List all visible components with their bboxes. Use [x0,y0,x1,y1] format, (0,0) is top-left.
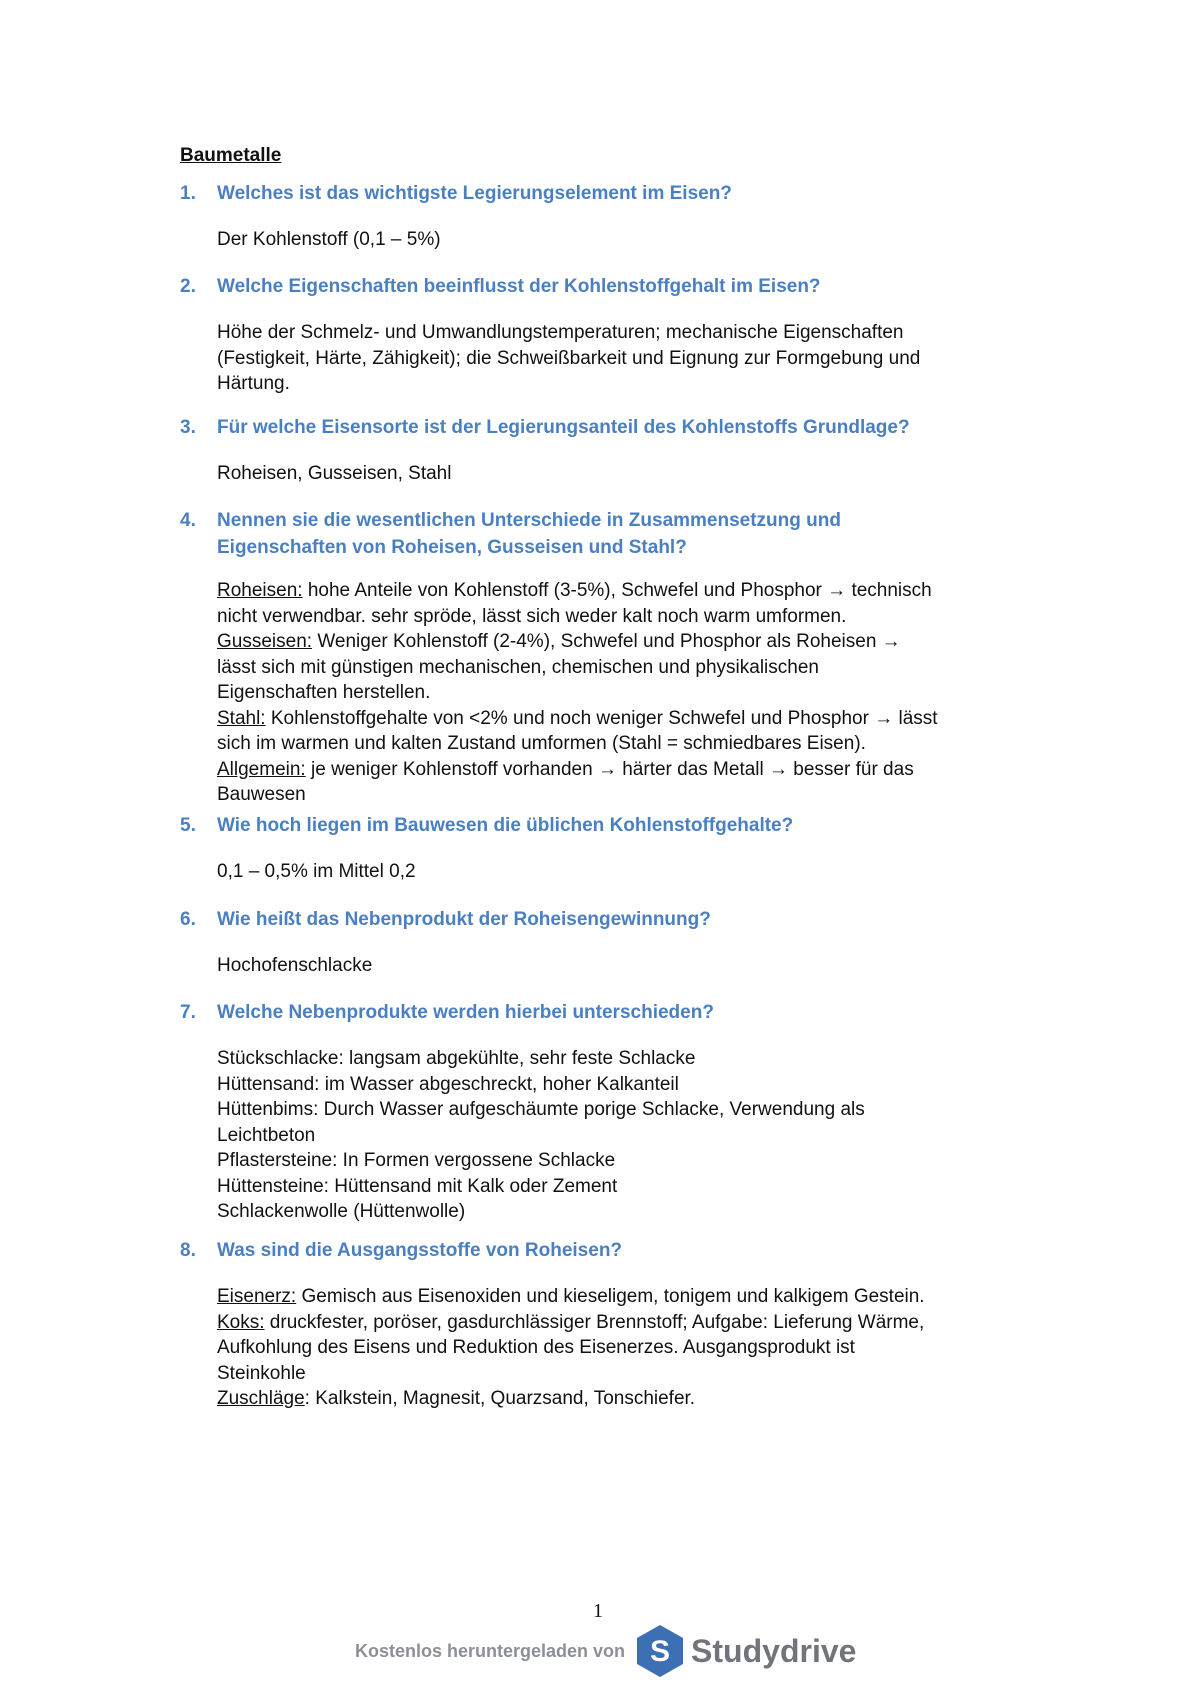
answer-line [217,371,1077,397]
question-8 [180,1237,1080,1264]
answer-line [217,227,1077,253]
question-number: 2. [180,276,196,297]
answer-text: druckfester, poröser, gasdurchlässiger Brennstoff; Aufgabe: Lieferung Wärme, [264,1311,925,1333]
answer-5 [217,859,1077,885]
question-number: 1. [180,183,196,204]
answer-line [217,604,1077,630]
answer-6 [217,953,1077,979]
answer-term: Allgemein: [217,758,306,780]
answer-8 [217,1284,1077,1412]
answer-text: Höhe der Schmelz- und Umwandlungstemperaturen; mechanische Eigenschaften [217,322,904,343]
studydrive-footer[interactable] [355,1622,875,1680]
question-line: Nennen sie die wesentlichen Unterschiede in Zusammensetzung und [217,510,841,531]
studydrive-logo-icon [635,1623,685,1679]
answer-text: Gemisch aus Eisenoxiden und kieseligem, tonigem und kalkigem Gestein. [296,1286,925,1307]
answer-text: Aufkohlung des Eisens und Reduktion des Eisenerzes. Ausgangsprodukt ist [217,1337,855,1358]
answer-term: Eisenerz: [217,1286,297,1307]
document-title: Baumetalle [180,145,282,166]
answer-line [217,1148,1077,1174]
question-line: Eigenschaften von Roheisen, Gusseisen und Stahl? [217,537,687,558]
answer-line [217,1284,1077,1310]
question-4 [180,507,1080,561]
answer-term: Zuschläge [217,1388,305,1409]
answer-text: nicht verwendbar. sehr spröde, lässt sich weder kalt noch warm umformen. [217,605,847,627]
question-2 [180,273,1080,300]
answer-line [217,1386,1077,1412]
question-text [217,273,1080,300]
answer-text: Kohlenstoffgehalte von <2% und noch weniger Schwefel und Phosphor → lässt [265,707,938,729]
answer-2 [217,320,1077,397]
question-7 [180,999,1080,1026]
answer-line [217,461,1077,487]
answer-line [217,1361,1077,1387]
answer-line [217,1046,1077,1072]
question-text [217,999,1080,1026]
answer-text: Steinkohle [217,1362,306,1384]
answer-text: Härtung. [217,373,290,394]
answer-text: lässt sich mit günstigen mechanischen, chemischen und physikalischen [217,656,819,678]
page-number: 1 [593,1600,603,1622]
question-line: Welches ist das wichtigste Legierungselement im Eisen? [217,183,732,204]
answer-text: Pflastersteine: In Formen vergossene Schlacke [217,1150,616,1171]
answer-line [217,680,1077,706]
question-1 [180,180,1080,207]
question-text [217,414,1080,441]
answer-text: sich im warmen und kalten Zustand umformen (Stahl = schmiedbares Eisen). [217,733,866,754]
question-number: 4. [180,510,196,531]
question-6 [180,906,1080,933]
question-number: 8. [180,1240,196,1261]
answer-line [217,1174,1077,1200]
answer-text: Schlackenwolle (Hüttenwolle) [217,1201,466,1222]
question-text [217,180,1080,207]
answer-term: Stahl: [217,707,266,729]
answer-term: Roheisen: [217,580,303,601]
answer-line [217,1310,1077,1336]
answer-line [217,953,1077,979]
answer-text: Bauwesen [217,784,306,805]
answer-text: 0,1 – 0,5% im Mittel 0,2 [217,861,416,882]
answer-4 [217,578,1077,808]
answer-text: hohe Anteile von Kohlenstoff (3-5%), Schwefel und Phosphor → technisch [302,580,932,601]
answer-line [217,706,1077,732]
answer-term: Koks: [217,1311,265,1333]
answer-text: Leichtbeton [217,1124,316,1146]
answer-text: Hüttensand: im Wasser abgeschreckt, hoher Kalkanteil [217,1073,679,1095]
answer-term: Gusseisen: [217,631,313,652]
answer-text: Hüttensteine: Hüttensand mit Kalk oder Zement [217,1175,618,1197]
answer-text: je weniger Kohlenstoff vorhanden → härter das Metall → besser für das [305,758,914,780]
answer-line [217,782,1077,808]
answer-text: Weniger Kohlenstoff (2-4%), Schwefel und Phosphor als Roheisen → [312,631,901,652]
question-text [217,1237,1080,1264]
answer-text: Eigenschaften herstellen. [217,682,431,703]
download-notice: Kostenlos heruntergeladen von [355,1640,626,1661]
question-text [217,812,1080,839]
answer-text: (Festigkeit, Härte, Zähigkeit); die Schweißbarkeit und Eignung zur Formgebung und [217,347,921,369]
question-line: Für welche Eisensorte ist der Legierungsanteil des Kohlenstoffs Grundlage? [217,417,910,438]
answer-line [217,1097,1077,1123]
answer-text: Roheisen, Gusseisen, Stahl [217,463,452,484]
answer-line [217,859,1077,885]
answer-text: Hüttenbims: Durch Wasser aufgeschäumte porige Schlacke, Verwendung als [217,1099,865,1120]
question-number: 7. [180,1002,196,1023]
question-line: Welche Eigenschaften beeinflusst der Kohlenstoffgehalt im Eisen? [217,276,821,297]
question-3 [180,414,1080,441]
brand-name: Studydrive [691,1632,857,1669]
answer-line [217,1072,1077,1098]
answer-line [217,1335,1077,1361]
answer-line [217,1123,1077,1149]
answer-text: : Kalkstein, Magnesit, Quarzsand, Tonschiefer. [304,1388,696,1409]
answer-line [217,320,1077,346]
answer-line [217,731,1077,757]
answer-text: Stückschlacke: langsam abgekühlte, sehr feste Schlacke [217,1048,696,1069]
logo-letter: S [650,1635,671,1668]
question-text [217,507,1080,561]
answer-line [217,346,1077,372]
answer-1 [217,227,1077,253]
answer-text: Der Kohlenstoff (0,1 – 5%) [217,229,441,250]
answer-3 [217,461,1077,487]
answer-7 [217,1046,1077,1225]
answer-line [217,757,1077,783]
answer-text: Hochofenschlacke [217,955,373,976]
answer-line [217,629,1077,655]
answer-line [217,1199,1077,1225]
question-line: Was sind die Ausgangsstoffe von Roheisen? [217,1240,623,1261]
answer-line [217,578,1077,604]
question-text [217,906,1080,933]
question-line: Wie heißt das Nebenprodukt der Roheisengewinnung? [217,909,711,930]
question-number: 5. [180,815,196,836]
question-line: Wie hoch liegen im Bauwesen die üblichen Kohlenstoffgehalte? [217,815,794,836]
question-line: Welche Nebenprodukte werden hierbei unterschieden? [217,1002,714,1023]
question-number: 6. [180,909,196,930]
answer-line [217,655,1077,681]
question-5 [180,812,1080,839]
question-number: 3. [180,417,196,438]
